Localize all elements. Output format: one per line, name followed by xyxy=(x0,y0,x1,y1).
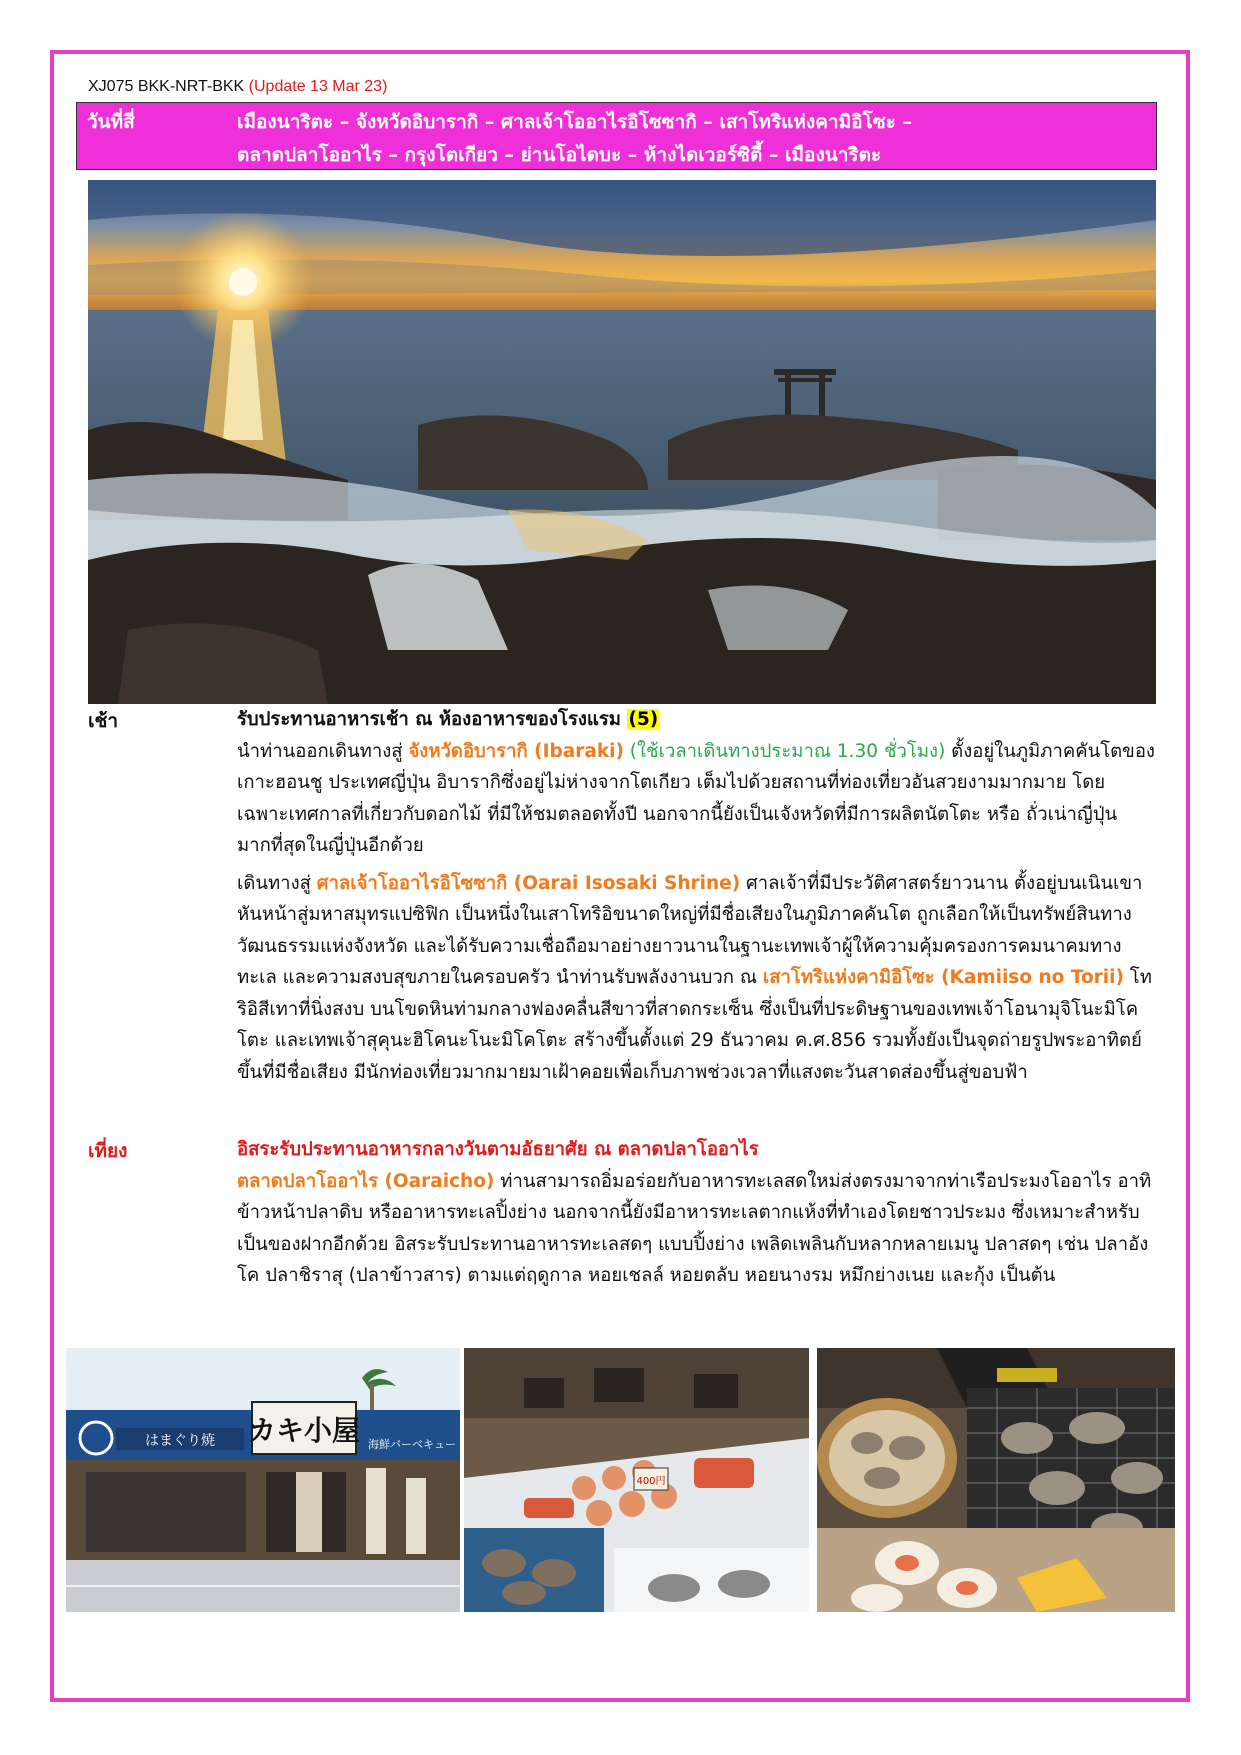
lunch-section xyxy=(237,1134,1155,1292)
shrine-paragraph xyxy=(237,868,1155,1089)
torii-description: โทริอิสีเทาที่นิ่งสงบ บนโขดหินท่ามกลางฟองคลื่นสีขาวที่สาดกระเซ็น ซึ่งเป็นที่ประดิษฐานของเทพเจ้าโอนามุจิโนะมิโคโตะ และเทพเจ้าสุคุนะฮิโคนะโนะมิโคโตะ สร้างขึ้นตั้งแต่ 29 ธันวาคม ค.ศ.856 รวมทั้งยังเป็นจุดถ่ายรูปพระอาทิตย์ขึ้นที่มีชื่อเสียง มีนักท่องเที่ยวมากมายมาเฝ้าคอยเพื่อเก็บภาพช่วงเวลาที่แสงตะวันสาดส่องขึ้นสู่ขอบฟ้า xyxy=(237,967,1152,1083)
breakfast-text: รับประทานอาหารเช้า ณ ห้องอาหารของโรงแรม xyxy=(237,709,628,730)
ibaraki-place: จังหวัดอิบารากิ (Ibaraki) xyxy=(408,740,624,762)
day-label: วันที่สี่ xyxy=(87,111,135,133)
route-line-1: เมืองนาริตะ – จังหวัดอิบารากิ – ศาลเจ้าโออาไรอิโซซากิ – เสาโทริแห่งคามิอิโซะ – xyxy=(237,111,912,133)
shop-banner-right-text: 海鮮バーベキュー xyxy=(368,1438,456,1451)
route-line-2: ตลาดปลาโออาไร – กรุงโตเกียว – ย่านโอไดบะ – ห้างไดเวอร์ซิตี้ – เมืองนาริตะ xyxy=(237,144,882,166)
tour-reference xyxy=(88,78,387,96)
photo-grilled-oysters xyxy=(817,1348,1175,1612)
morning-label: เช้า xyxy=(88,710,119,732)
day-banner xyxy=(76,102,1157,170)
ibaraki-description: ตั้งอยู่ในภูมิภาคคันโตของเกาะฮอนชู ประเทศญี่ปุ่น อิบารากิซึ่งอยู่ไม่ห่างจากโตเกียว เต็มไปด้วยสถานที่ท่องเที่ยวอันสวยงามมากมาย โดยเฉพาะเทศกาลที่เกี่ยวกับดอกไม้ ที่มีให้ชมตลอดทั้งปี นอกจากนี้ยังเป็นเจังหวัดที่มีการผลิตนัตโตะ หรือ ถั่วเน่าญี่ปุ่น มากที่สุดในญี่ปุ่นอีกด้วย xyxy=(237,740,1155,856)
meal-number-badge: (5) xyxy=(628,709,659,730)
shrine-description: ศาลเจ้าที่มีประวัติศาสตร์ยาวนาน ตั้งอยู่บนเนินเขาหันหน้าสู่มหาสมุทรแปซิฟิก เป็นหนึ่งในเสาโทริอิขนาดใหญ่ที่มีชื่อเสียงในภูมิภาคคันโต ถูกเลือกให้เป็นทรัพย์สินทางวัฒนธรรมแห่งจังหวัด และได้รับความเชื่อถือมาอย่างยาวนานในฐานะเทพเจ้าผู้ให้ความคุ้มครองการคมนาคมทางทะเล และความสงบสุขภายในครอบครัว นำท่านรับพลังงานบวก ณ xyxy=(237,872,1143,988)
morning-section xyxy=(237,704,1155,1088)
lunch-label: เที่ยง xyxy=(88,1140,128,1162)
torii-place: เสาโทริแห่งคามิอิโซะ (Kamiiso no Torii) xyxy=(762,967,1124,988)
ibaraki-paragraph xyxy=(237,736,1155,862)
shrine-place: ศาลเจ้าโออาไรอิโซซากิ (Oarai Isosaki Shrine) xyxy=(316,872,741,894)
fish-market-paragraph xyxy=(237,1166,1155,1292)
breakfast-headline xyxy=(237,704,1155,736)
hero-photo-torii-sunrise xyxy=(88,180,1156,704)
fish-market-description: ท่านสามารถอิ่มอร่อยกับอาหารทะเลสดใหม่ส่งตรงมาจากท่าเรือประมงโออาไร อาทิ ข้าวหน้าปลาดิบ หรืออาหารทะเลปิ้งย่าง นอกจากนี้ยังมีอาหารทะเลตากแห้งที่ทำเองโดยชาวประมง ซึ่งเหมาะสำหรับเป็นของฝากอีกด้วย อิสระรับประทานอาหารทะเลสดๆ แบบปิ้งย่าง เพลิดเพลินกับหลากหลายเมนู ปลาสดๆ เช่น ปลาอังโค ปลาชิราสุ (ปลาข้าวสาร) ตามแต่ฤดูกาล หอยเชลล์ หอยตลับ หอยนางรม หมึกย่างเนย และกุ้ง เป็นต้น xyxy=(237,1170,1152,1286)
shop-sign-text: カキ小屋 xyxy=(247,1414,361,1447)
shrine-intro: เดินทางสู่ xyxy=(237,872,317,894)
photo-seafood-market-stall xyxy=(464,1348,809,1612)
photo-kaki-goya-shop xyxy=(66,1348,460,1612)
tour-code: XJ075 BKK-NRT-BKK xyxy=(88,78,245,95)
shop-banner-text: はまぐり焼 xyxy=(145,1433,215,1449)
update-note: (Update 13 Mar 23) xyxy=(248,78,388,95)
price-tag-text: 400円 xyxy=(636,1476,666,1487)
fish-market-place: ตลาดปลาโออาไร (Oaraicho) xyxy=(237,1170,495,1192)
lunch-headline: อิสระรับประทานอาหารกลางวันตามอัธยาศัย ณ ตลาดปลาโออาไร xyxy=(237,1139,759,1160)
travel-time: (ใช้เวลาเดินทางประมาณ 1.30 ชั่วโมง) xyxy=(623,740,946,762)
ibaraki-intro: นำท่านออกเดินทางสู่ xyxy=(237,740,409,762)
